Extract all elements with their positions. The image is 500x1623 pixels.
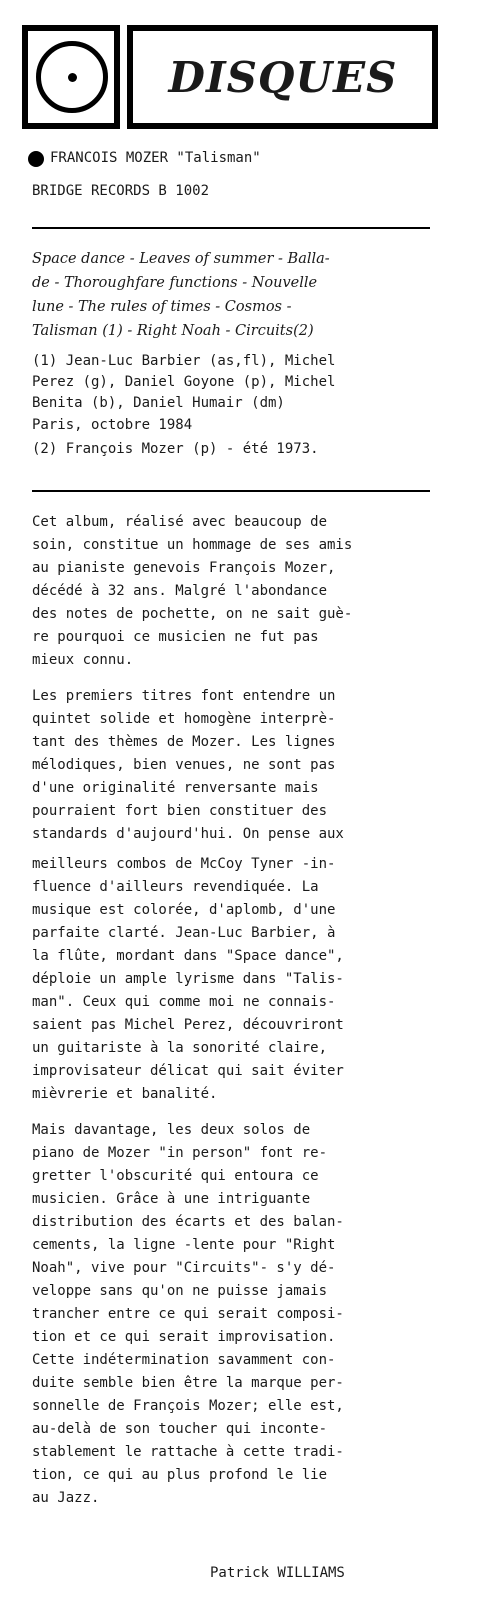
- title-box: [127, 25, 438, 129]
- album-label: BRIDGE RECORDS B 1002: [32, 183, 210, 199]
- review-line: meilleurs combos de McCoy Tyner -in-: [32, 856, 336, 872]
- review-line: un guitariste à la sonorité claire,: [32, 1040, 328, 1056]
- review-line: cements, la ligne -lente pour "Right: [32, 1237, 336, 1253]
- review-line: décédé à 32 ans. Malgré l'abondance: [32, 583, 328, 599]
- review-line: fluence d'ailleurs revendiquée. La: [32, 879, 319, 895]
- review-line: duite semble bien être la marque per-: [32, 1375, 344, 1391]
- review-line: quintet solide et homogène interprè-: [32, 711, 336, 727]
- review-line: mièvrerie et banalité.: [32, 1086, 218, 1102]
- review-line: man". Ceux qui comme moi ne connais-: [32, 994, 336, 1010]
- section-title: DISQUES: [168, 52, 398, 102]
- divider-top: [32, 227, 430, 229]
- personnel-line: Paris, octobre 1984: [32, 417, 193, 433]
- personnel-line: (2) François Mozer (p) - été 1973.: [32, 441, 319, 457]
- review-line: au-delà de son toucher qui inconte-: [32, 1421, 328, 1437]
- divider-bottom: [32, 490, 430, 492]
- author-signature: Patrick WILLIAMS: [210, 1565, 345, 1581]
- review-line: tion et ce qui serait improvisation.: [32, 1329, 336, 1345]
- album-artist-title: FRANCOIS MOZER "Talisman": [50, 150, 261, 166]
- review-line: standards d'aujourd'hui. On pense aux: [32, 826, 344, 842]
- track-line: de - Thoroughfare functions - Nouvelle: [32, 275, 318, 291]
- review-line: Mais davantage, les deux solos de: [32, 1122, 311, 1138]
- disc-center-dot: [68, 73, 77, 82]
- track-line: lune - The rules of times - Cosmos -: [32, 299, 292, 315]
- review-line: musicien. Grâce à une intriguante: [32, 1191, 311, 1207]
- review-line: Noah", vive pour "Circuits"- s'y dé-: [32, 1260, 336, 1276]
- personnel-line: Perez (g), Daniel Goyone (p), Michel: [32, 374, 336, 390]
- bullet-icon: [28, 151, 44, 167]
- review-line: la flûte, mordant dans "Space dance",: [32, 948, 344, 964]
- review-line: saient pas Michel Perez, découvriront: [32, 1017, 344, 1033]
- review-line: sonnelle de François Mozer; elle est,: [32, 1398, 344, 1414]
- review-line: d'une originalité renversante mais: [32, 780, 319, 796]
- review-line: déploie un ample lyrisme dans "Talis-: [32, 971, 344, 987]
- review-line: Les premiers titres font entendre un: [32, 688, 336, 704]
- review-line: piano de Mozer "in person" font re-: [32, 1145, 328, 1161]
- personnel-line: (1) Jean-Luc Barbier (as,fl), Michel: [32, 353, 336, 369]
- section-header: [22, 25, 438, 133]
- review-line: pourraient fort bien constituer des: [32, 803, 328, 819]
- review-line: improvisateur délicat qui sait éviter: [32, 1063, 344, 1079]
- disc-logo: [22, 25, 120, 129]
- review-line: Cette indétermination savamment con-: [32, 1352, 336, 1368]
- review-line: gretter l'obscurité qui entoura ce: [32, 1168, 319, 1184]
- personnel-line: Benita (b), Daniel Humair (dm): [32, 395, 285, 411]
- review-line: tion, ce qui au plus profond le lie: [32, 1467, 328, 1483]
- review-line: musique est colorée, d'aplomb, d'une: [32, 902, 336, 918]
- review-line: mieux connu.: [32, 652, 134, 668]
- review-line: stablement le rattache à cette tradi-: [32, 1444, 344, 1460]
- review-line: Cet album, réalisé avec beaucoup de: [32, 514, 328, 530]
- review-line: soin, constitue un hommage de ses amis: [32, 537, 353, 553]
- review-line: veloppe sans qu'on ne puisse jamais: [32, 1283, 328, 1299]
- review-line: au pianiste genevois François Mozer,: [32, 560, 336, 576]
- disc-icon: [36, 41, 108, 113]
- review-line: mélodiques, bien venues, ne sont pas: [32, 757, 336, 773]
- review-line: trancher entre ce qui serait composi-: [32, 1306, 344, 1322]
- review-line: au Jazz.: [32, 1490, 100, 1506]
- review-line: des notes de pochette, on ne sait guè-: [32, 606, 353, 622]
- review-line: parfaite clarté. Jean-Luc Barbier, à: [32, 925, 336, 941]
- review-line: tant des thèmes de Mozer. Les lignes: [32, 734, 336, 750]
- review-line: re pourquoi ce musicien ne fut pas: [32, 629, 319, 645]
- track-line: Space dance - Leaves of summer - Balla-: [32, 251, 330, 267]
- review-line: distribution des écarts et des balan-: [32, 1214, 344, 1230]
- track-line: Talisman (1) - Right Noah - Circuits(2): [32, 323, 314, 339]
